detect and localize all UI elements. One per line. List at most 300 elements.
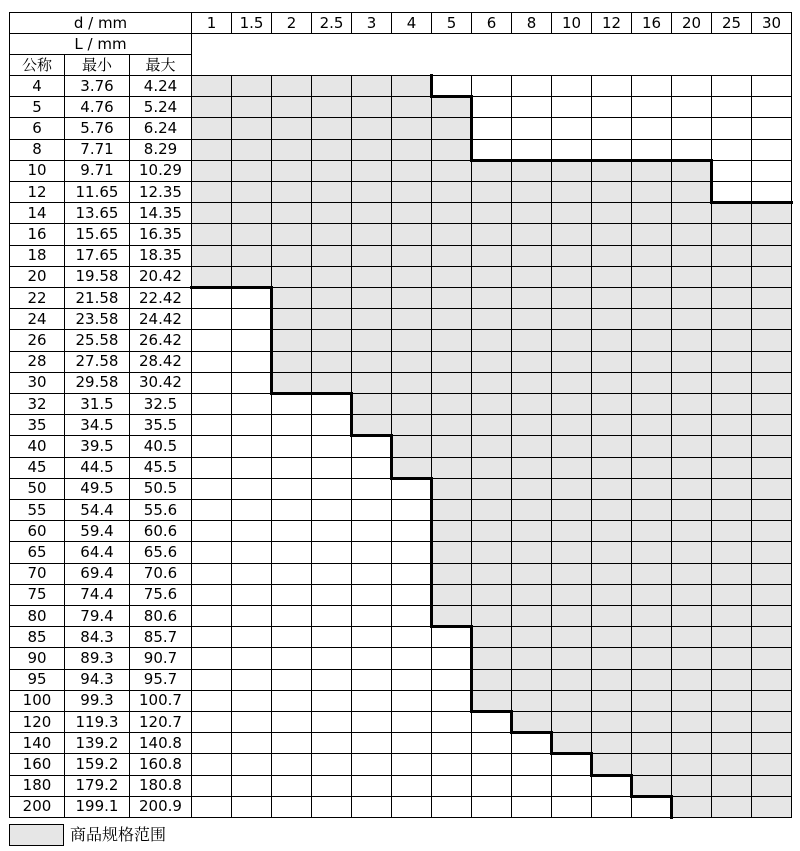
spec-cell <box>271 563 312 585</box>
spec-cell-available <box>711 393 752 415</box>
row-max: 55.6 <box>129 499 192 521</box>
range-boundary <box>630 159 673 162</box>
row-nominal: 8 <box>9 139 65 161</box>
spec-cell <box>511 775 552 797</box>
row-max: 10.29 <box>129 160 192 182</box>
spec-cell <box>391 584 432 606</box>
spec-cell-available <box>671 245 712 267</box>
spec-cell-available <box>591 245 632 267</box>
spec-cell <box>191 605 232 627</box>
spec-cell-available <box>471 478 512 500</box>
range-boundary <box>710 201 753 204</box>
spec-cell-available <box>511 457 552 479</box>
spec-cell <box>311 647 352 669</box>
spec-cell-available <box>551 647 592 669</box>
spec-cell-available <box>391 75 432 97</box>
row-max: 50.5 <box>129 478 192 500</box>
row-nominal: 180 <box>9 775 65 797</box>
spec-cell-available <box>551 605 592 627</box>
spec-cell-available <box>391 96 432 118</box>
spec-cell-available <box>551 223 592 245</box>
row-min: 64.4 <box>64 541 130 563</box>
spec-cell-available <box>631 775 672 797</box>
range-boundary <box>630 774 633 798</box>
spec-cell-available <box>391 393 432 415</box>
spec-cell-available <box>631 393 672 415</box>
spec-cell-available <box>671 541 712 563</box>
spec-cell <box>271 584 312 606</box>
spec-cell <box>311 541 352 563</box>
row-min: 59.4 <box>64 520 130 542</box>
diameter-header: 3 <box>351 12 392 34</box>
row-nominal: 28 <box>9 351 65 373</box>
spec-cell-available <box>511 202 552 224</box>
spec-cell <box>311 626 352 648</box>
row-nominal: 40 <box>9 435 65 457</box>
spec-cell-available <box>551 584 592 606</box>
spec-cell <box>631 75 672 97</box>
spec-cell-available <box>671 520 712 542</box>
spec-cell <box>191 563 232 585</box>
row-min: 69.4 <box>64 563 130 585</box>
spec-cell <box>231 626 272 648</box>
spec-cell <box>231 669 272 691</box>
spec-cell-available <box>471 160 512 182</box>
spec-cell-available <box>311 329 352 351</box>
spec-cell-available <box>751 223 792 245</box>
spec-cell <box>591 775 632 797</box>
row-nominal: 45 <box>9 457 65 479</box>
row-nominal: 65 <box>9 541 65 563</box>
spec-cell-available <box>631 563 672 585</box>
spec-cell <box>391 669 432 691</box>
row-nominal: 60 <box>9 520 65 542</box>
spec-cell-available <box>431 457 472 479</box>
spec-cell-available <box>631 478 672 500</box>
row-max: 24.42 <box>129 308 192 330</box>
spec-cell-available <box>711 732 752 754</box>
spec-cell <box>351 499 392 521</box>
spec-cell-available <box>631 372 672 394</box>
spec-cell <box>351 753 392 775</box>
row-nominal: 100 <box>9 690 65 712</box>
spec-cell-available <box>511 181 552 203</box>
spec-cell-available <box>751 266 792 288</box>
spec-cell-available <box>311 75 352 97</box>
row-nominal: 85 <box>9 626 65 648</box>
spec-cell-available <box>671 457 712 479</box>
spec-cell-available <box>631 245 672 267</box>
spec-cell <box>471 796 512 818</box>
spec-cell-available <box>671 202 712 224</box>
spec-cell <box>311 732 352 754</box>
spec-cell-available <box>551 563 592 585</box>
spec-cell <box>271 690 312 712</box>
spec-cell-available <box>671 393 712 415</box>
spec-cell-available <box>231 266 272 288</box>
spec-cell-available <box>671 223 712 245</box>
spec-cell <box>431 690 472 712</box>
spec-cell <box>271 647 312 669</box>
spec-cell-available <box>271 266 312 288</box>
range-boundary <box>310 392 353 395</box>
row-max: 140.8 <box>129 732 192 754</box>
spec-cell-available <box>471 520 512 542</box>
diameter-header: 16 <box>631 12 672 34</box>
spec-cell <box>551 75 592 97</box>
spec-cell-available <box>711 520 752 542</box>
row-nominal: 140 <box>9 732 65 754</box>
header-max: 最大 <box>129 54 192 76</box>
range-boundary <box>550 159 593 162</box>
spec-cell <box>231 541 272 563</box>
spec-cell-available <box>271 351 312 373</box>
spec-cell-available <box>271 117 312 139</box>
spec-cell <box>271 753 312 775</box>
range-boundary <box>350 392 353 437</box>
spec-cell-available <box>631 308 672 330</box>
spec-cell-available <box>591 223 632 245</box>
spec-cell-available <box>711 541 752 563</box>
spec-cell-available <box>511 245 552 267</box>
spec-cell <box>351 457 392 479</box>
spec-cell-available <box>271 223 312 245</box>
spec-cell-available <box>631 711 672 733</box>
spec-cell-available <box>671 329 712 351</box>
diameter-header: 6 <box>471 12 512 34</box>
spec-cell <box>191 457 232 479</box>
spec-cell-available <box>551 266 592 288</box>
spec-cell-available <box>551 499 592 521</box>
row-nominal: 200 <box>9 796 65 818</box>
spec-cell-available <box>271 139 312 161</box>
spec-cell-available <box>191 117 232 139</box>
spec-cell-available <box>671 669 712 691</box>
spec-cell-available <box>711 372 752 394</box>
spec-cell-available <box>591 329 632 351</box>
range-boundary <box>670 795 673 819</box>
spec-cell <box>711 75 752 97</box>
spec-cell-available <box>551 690 592 712</box>
spec-cell-available <box>391 457 432 479</box>
spec-cell-available <box>511 308 552 330</box>
diameter-header: 1.5 <box>231 12 272 34</box>
spec-cell-available <box>351 351 392 373</box>
diameter-header: 5 <box>431 12 472 34</box>
spec-cell-available <box>511 541 552 563</box>
spec-cell <box>391 732 432 754</box>
row-nominal: 95 <box>9 669 65 691</box>
spec-cell <box>711 181 752 203</box>
spec-cell-available <box>591 266 632 288</box>
row-nominal: 12 <box>9 181 65 203</box>
spec-cell <box>191 414 232 436</box>
spec-cell-available <box>591 372 632 394</box>
row-nominal: 24 <box>9 308 65 330</box>
spec-cell <box>751 75 792 97</box>
row-max: 45.5 <box>129 457 192 479</box>
spec-cell-available <box>711 647 752 669</box>
spec-cell <box>511 117 552 139</box>
spec-cell-available <box>711 478 752 500</box>
row-min: 19.58 <box>64 266 130 288</box>
spec-cell <box>431 711 472 733</box>
row-max: 22.42 <box>129 287 192 309</box>
row-min: 4.76 <box>64 96 130 118</box>
spec-cell-available <box>711 499 752 521</box>
spec-cell-available <box>231 117 272 139</box>
spec-cell-available <box>631 287 672 309</box>
diameter-header: 4 <box>391 12 432 34</box>
spec-cell-available <box>471 457 512 479</box>
row-nominal: 90 <box>9 647 65 669</box>
spec-cell-available <box>471 690 512 712</box>
spec-cell-available <box>591 669 632 691</box>
spec-cell <box>711 117 752 139</box>
spec-cell-available <box>551 245 592 267</box>
spec-cell <box>471 775 512 797</box>
spec-cell-available <box>631 520 672 542</box>
spec-cell <box>311 605 352 627</box>
diameter-header: 10 <box>551 12 592 34</box>
spec-cell-available <box>191 245 232 267</box>
spec-cell <box>351 541 392 563</box>
spec-cell <box>311 753 352 775</box>
spec-cell <box>751 117 792 139</box>
row-nominal: 120 <box>9 711 65 733</box>
spec-cell-available <box>751 372 792 394</box>
spec-cell <box>671 117 712 139</box>
spec-cell-available <box>671 584 712 606</box>
spec-cell-available <box>231 139 272 161</box>
spec-cell <box>191 435 232 457</box>
range-boundary <box>470 625 473 713</box>
row-min: 17.65 <box>64 245 130 267</box>
spec-cell-available <box>471 626 512 648</box>
spec-cell-available <box>751 351 792 373</box>
range-boundary <box>630 795 673 798</box>
legend-label: 商品规格范围 <box>70 825 167 844</box>
row-min: 89.3 <box>64 647 130 669</box>
row-min: 44.5 <box>64 457 130 479</box>
spec-cell-available <box>191 223 232 245</box>
row-nominal: 50 <box>9 478 65 500</box>
spec-cell-available <box>311 96 352 118</box>
spec-cell-available <box>311 139 352 161</box>
spec-cell <box>391 605 432 627</box>
row-nominal: 32 <box>9 393 65 415</box>
spec-cell-available <box>391 435 432 457</box>
spec-cell-available <box>431 499 472 521</box>
spec-cell-available <box>471 351 512 373</box>
spec-cell <box>351 435 392 457</box>
diameter-header: 8 <box>511 12 552 34</box>
header-min: 最小 <box>64 54 130 76</box>
spec-cell <box>391 796 432 818</box>
spec-cell <box>231 308 272 330</box>
spec-cell-available <box>631 435 672 457</box>
spec-cell-available <box>671 753 712 775</box>
range-boundary <box>190 286 233 289</box>
spec-cell <box>431 732 472 754</box>
spec-cell-available <box>511 435 552 457</box>
range-boundary <box>430 74 433 98</box>
spec-cell-available <box>551 711 592 733</box>
spec-cell <box>751 96 792 118</box>
spec-cell <box>191 329 232 351</box>
spec-cell-available <box>751 520 792 542</box>
spec-cell <box>271 605 312 627</box>
range-boundary <box>430 477 433 628</box>
row-max: 26.42 <box>129 329 192 351</box>
spec-cell <box>311 478 352 500</box>
spec-cell-available <box>551 669 592 691</box>
spec-cell-available <box>631 160 672 182</box>
row-min: 139.2 <box>64 732 130 754</box>
spec-cell-available <box>711 329 752 351</box>
spec-cell-available <box>471 266 512 288</box>
spec-cell-available <box>711 223 752 245</box>
spec-cell-available <box>271 372 312 394</box>
spec-cell-available <box>591 732 632 754</box>
spec-cell <box>351 478 392 500</box>
spec-cell <box>391 626 432 648</box>
spec-cell <box>351 732 392 754</box>
row-max: 160.8 <box>129 753 192 775</box>
spec-cell-available <box>191 75 232 97</box>
spec-cell-available <box>471 329 512 351</box>
spec-cell-available <box>471 584 512 606</box>
spec-cell-available <box>431 584 472 606</box>
spec-cell-available <box>311 160 352 182</box>
spec-cell-available <box>431 287 472 309</box>
range-boundary <box>390 477 433 480</box>
spec-cell <box>471 117 512 139</box>
row-max: 75.6 <box>129 584 192 606</box>
spec-cell-available <box>471 563 512 585</box>
spec-cell-available <box>711 775 752 797</box>
spec-cell-available <box>551 202 592 224</box>
spec-cell <box>191 372 232 394</box>
spec-cell <box>671 139 712 161</box>
spec-cell <box>471 753 512 775</box>
spec-cell-available <box>431 266 472 288</box>
spec-cell-available <box>751 329 792 351</box>
spec-cell-available <box>511 584 552 606</box>
spec-cell <box>591 139 632 161</box>
spec-cell-available <box>351 117 392 139</box>
spec-cell-available <box>751 775 792 797</box>
spec-cell-available <box>631 605 672 627</box>
spec-cell <box>391 541 432 563</box>
spec-cell-available <box>631 414 672 436</box>
spec-cell <box>311 796 352 818</box>
spec-cell <box>351 563 392 585</box>
range-boundary <box>430 625 473 628</box>
spec-cell-available <box>391 329 432 351</box>
spec-cell-available <box>751 287 792 309</box>
spec-cell-available <box>631 329 672 351</box>
spec-cell <box>271 520 312 542</box>
spec-cell <box>471 96 512 118</box>
spec-cell-available <box>631 584 672 606</box>
spec-cell <box>391 499 432 521</box>
range-boundary <box>670 159 713 162</box>
spec-cell-available <box>631 732 672 754</box>
spec-cell-available <box>711 457 752 479</box>
spec-cell-available <box>751 245 792 267</box>
spec-cell-available <box>431 139 472 161</box>
spec-cell-available <box>511 393 552 415</box>
row-max: 18.35 <box>129 245 192 267</box>
range-boundary <box>470 159 513 162</box>
spec-cell <box>351 711 392 733</box>
diameter-header: 30 <box>751 12 792 34</box>
spec-cell-available <box>231 96 272 118</box>
spec-cell-available <box>671 160 712 182</box>
spec-cell-available <box>711 605 752 627</box>
spec-cell-available <box>311 245 352 267</box>
spec-cell <box>231 435 272 457</box>
spec-cell <box>231 372 272 394</box>
row-min: 3.76 <box>64 75 130 97</box>
header-l-label: L / mm <box>9 33 192 55</box>
spec-cell-available <box>631 499 672 521</box>
header-nominal: 公称 <box>9 54 65 76</box>
spec-cell-available <box>711 753 752 775</box>
spec-cell <box>191 732 232 754</box>
spec-cell-available <box>751 626 792 648</box>
spec-cell-available <box>671 690 712 712</box>
spec-cell <box>351 520 392 542</box>
spec-cell-available <box>591 605 632 627</box>
row-min: 159.2 <box>64 753 130 775</box>
spec-cell-available <box>551 181 592 203</box>
range-boundary <box>470 710 513 713</box>
spec-cell-available <box>551 478 592 500</box>
spec-cell <box>311 563 352 585</box>
spec-cell-available <box>391 181 432 203</box>
spec-cell-available <box>551 160 592 182</box>
spec-cell <box>231 711 272 733</box>
spec-cell-available <box>471 181 512 203</box>
spec-cell <box>351 647 392 669</box>
spec-cell-available <box>431 520 472 542</box>
row-min: 27.58 <box>64 351 130 373</box>
range-boundary <box>510 710 513 734</box>
spec-cell-available <box>351 287 392 309</box>
row-min: 99.3 <box>64 690 130 712</box>
spec-cell <box>191 308 232 330</box>
spec-cell-available <box>751 393 792 415</box>
spec-cell <box>431 753 472 775</box>
spec-cell <box>591 75 632 97</box>
spec-cell-available <box>591 520 632 542</box>
spec-cell-available <box>391 117 432 139</box>
row-min: 31.5 <box>64 393 130 415</box>
spec-cell-available <box>711 669 752 691</box>
spec-cell <box>191 584 232 606</box>
spec-cell-available <box>391 266 432 288</box>
spec-cell-available <box>591 181 632 203</box>
spec-cell <box>271 796 312 818</box>
spec-cell <box>271 626 312 648</box>
spec-cell-available <box>591 308 632 330</box>
row-max: 12.35 <box>129 181 192 203</box>
spec-cell <box>631 117 672 139</box>
spec-cell <box>311 457 352 479</box>
spec-cell-available <box>671 711 712 733</box>
